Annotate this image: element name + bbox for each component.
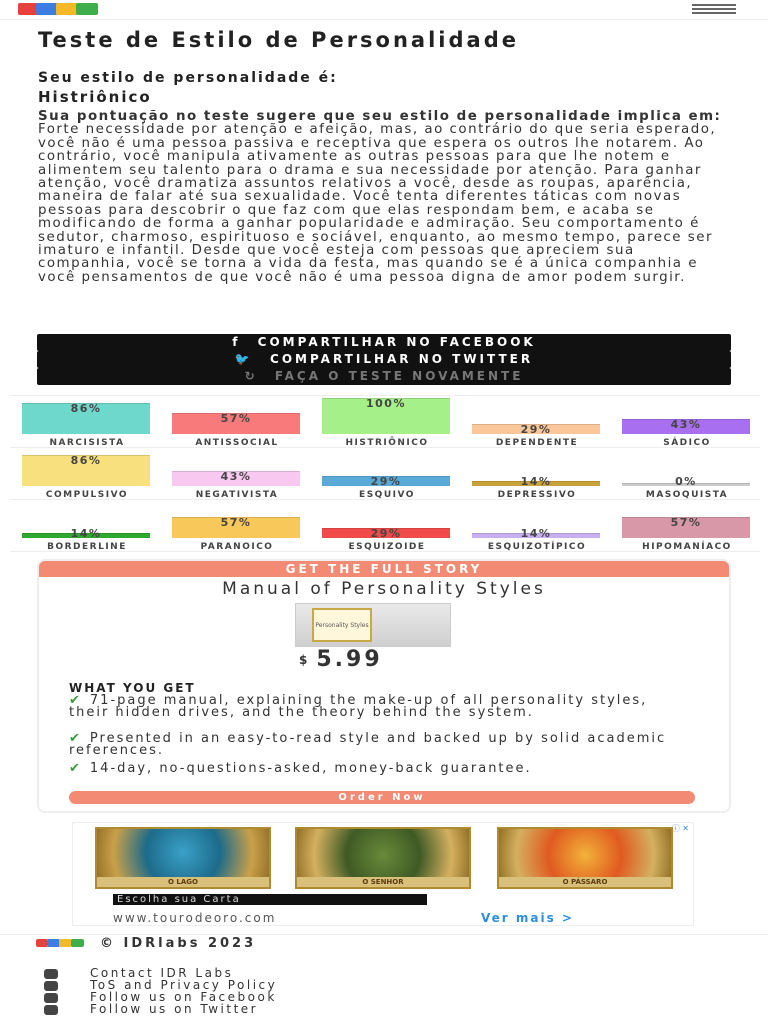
score-cell xyxy=(12,398,162,448)
feature-item xyxy=(69,695,689,719)
feature-text: Presented in an easy-to-read style and backed up by solid academic references. xyxy=(69,731,667,758)
footer-link-label: Follow us on Facebook xyxy=(90,990,277,1004)
score-percent: 29% xyxy=(520,423,552,436)
retake-test-label: FAÇA O TESTE NOVAMENTE xyxy=(274,369,524,383)
feature-item xyxy=(69,763,689,775)
score-label: ESQUIVO xyxy=(359,490,415,500)
share-facebook-label: COMPARTILHAR NO FACEBOOK xyxy=(257,335,536,349)
divider xyxy=(10,395,760,396)
feature-text: 14-day, no-questions-asked, money-back guarantee. xyxy=(89,761,532,776)
price-currency: $ xyxy=(299,653,311,667)
feature-text: 71-page manual, explaining the make-up of all personality styles, their hidden drives, and the theory behind the system. xyxy=(69,693,648,720)
book-label: Personality Styles xyxy=(312,608,372,642)
ad-card[interactable] xyxy=(95,827,271,889)
score-percent: 57% xyxy=(220,412,252,425)
score-cell xyxy=(312,502,462,552)
retake-test-button[interactable] xyxy=(37,368,731,385)
ad-more-link[interactable]: Ver mais > xyxy=(481,911,574,925)
score-cell xyxy=(462,398,612,448)
ad-card[interactable] xyxy=(497,827,673,889)
check-icon: ✔ xyxy=(69,731,82,746)
score-percent: 86% xyxy=(70,454,102,467)
page-title: Teste de Estilo de Personalidade xyxy=(38,28,519,52)
facebook-icon: f xyxy=(232,335,241,349)
book-cover-image xyxy=(295,603,451,647)
copyright: © IDRlabs 2023 xyxy=(100,936,257,951)
ad-url[interactable]: www.tourodeoro.com xyxy=(113,911,277,925)
score-percent: 29% xyxy=(370,527,402,540)
score-cell xyxy=(462,450,612,500)
score-cell xyxy=(162,450,312,500)
score-label: MASOQUISTA xyxy=(645,490,729,500)
score-cell xyxy=(12,450,162,500)
score-label: ESQUIZOIDE xyxy=(348,542,426,552)
footer-link-label: ToS and Privacy Policy xyxy=(90,978,278,992)
score-percent: 14% xyxy=(70,527,102,540)
info-icon xyxy=(44,981,58,991)
offer-title: Manual of Personality Styles xyxy=(222,579,546,599)
score-percent: 86% xyxy=(70,402,102,415)
ad-card-caption: O LAGO xyxy=(97,877,269,887)
offer-card xyxy=(37,559,731,813)
score-cell xyxy=(462,502,612,552)
score-label: PARANOICO xyxy=(200,542,274,552)
score-label: HIPOMANÍACO xyxy=(642,542,732,552)
share-twitter-label: COMPARTILHAR NO TWITTER xyxy=(270,352,534,366)
footer-link-twitter[interactable] xyxy=(44,1002,258,1016)
idrlabs-logo[interactable] xyxy=(18,3,102,15)
score-label: ESQUIZOTÍPICO xyxy=(487,542,587,552)
score-percent: 43% xyxy=(670,418,702,431)
twitter-icon: 🐦 xyxy=(234,352,253,366)
order-now-button[interactable]: Order Now xyxy=(69,791,695,804)
result-style: Histriônico xyxy=(38,88,152,106)
score-percent: 14% xyxy=(520,475,552,488)
score-percent: 57% xyxy=(670,516,702,529)
score-label: DEPENDENTE xyxy=(495,438,579,448)
twitter-icon xyxy=(44,1005,58,1015)
score-label: SÁDICO xyxy=(663,438,711,448)
facebook-icon xyxy=(44,993,58,1003)
score-label: DEPRESSIVO xyxy=(497,490,577,500)
score-cell xyxy=(312,450,462,500)
result-description xyxy=(38,110,728,284)
top-bar xyxy=(0,0,768,20)
ad-caption: Escolha sua Carta xyxy=(113,894,427,905)
score-cell xyxy=(612,450,762,500)
score-percent: 14% xyxy=(520,527,552,540)
score-percent: 100% xyxy=(366,397,406,410)
ad-card-caption: O PÁSSARO xyxy=(499,877,671,887)
score-cell xyxy=(312,398,462,448)
score-percent: 0% xyxy=(675,475,697,488)
adchoices-icon[interactable]: ⓘ ✕ xyxy=(671,824,689,833)
offer-header: GET THE FULL STORY xyxy=(39,561,729,577)
footer-divider xyxy=(0,934,768,935)
score-cell xyxy=(12,502,162,552)
score-cell xyxy=(612,398,762,448)
score-cell xyxy=(612,502,762,552)
ad-card[interactable] xyxy=(295,827,471,889)
check-icon: ✔ xyxy=(69,693,82,708)
score-label: NEGATIVISTA xyxy=(195,490,279,500)
what-you-get-heading: WHAT YOU GET xyxy=(69,681,196,695)
footer-link-label: Follow us on Twitter xyxy=(90,1002,259,1016)
description-body: Forte necessidade por atenção e afeição, mas, ao contrário do que seria esperado, você não é uma pessoa passiva e receptiva que espera os outros lhe notarem. Ao contrário, você manipula ativamente as outras pessoas para que lhe notem e alimentem seu talento para o drama e sua necessidade por atenção. Para ganhar atenção, você dramatiza assuntos relativos a você, desde as roupas, aparência, maneira de falar até sua sexualidade. Você tenta diferentes táticas com novas pessoas para descobrir o que faz com que elas respondam bem, e acaba se modificando de forma a ganhar popularidade e admiração. Seu comportamento é sedutor, charmoso, espirituoso e sociável, enquanto, ao mesmo tempo, parece ser imaturo e infantil. Desde que você esteja com pessoas que apreciem sua companhia, você se torna a vida da festa, mas quando se é a única companhia e você pensamentos de que você não é uma pessoa digna de amor podem surgir. xyxy=(38,122,717,285)
score-label: HISTRIÔNICO xyxy=(345,438,429,448)
score-percent: 29% xyxy=(370,475,402,488)
score-cell xyxy=(162,398,312,448)
price xyxy=(299,647,383,672)
score-percent: 57% xyxy=(220,516,252,529)
feature-item xyxy=(69,733,689,757)
description-lead: Sua pontuação no teste sugere que seu estilo de personalidade implica em: xyxy=(38,109,722,124)
score-label: BORDERLINE xyxy=(47,542,127,552)
price-value: 5.99 xyxy=(316,647,383,672)
advertisement[interactable] xyxy=(72,822,694,926)
footer-logo xyxy=(36,939,84,947)
score-label: COMPULSIVO xyxy=(45,490,129,500)
score-label: ANTISSOCIAL xyxy=(195,438,279,448)
share-facebook-button[interactable] xyxy=(37,334,731,351)
score-cell xyxy=(162,502,312,552)
check-icon: ✔ xyxy=(69,761,82,776)
score-label: NARCISISTA xyxy=(49,438,125,448)
refresh-icon: ↻ xyxy=(244,369,258,383)
share-twitter-button[interactable] xyxy=(37,351,731,368)
chat-icon xyxy=(44,969,58,979)
result-subtitle: Seu estilo de personalidade é: xyxy=(38,70,338,86)
score-percent: 43% xyxy=(220,470,252,483)
footer-link-label: Contact IDR Labs xyxy=(90,966,234,980)
ad-card-caption: O SENHOR xyxy=(297,877,469,887)
hamburger-icon[interactable] xyxy=(692,4,736,14)
